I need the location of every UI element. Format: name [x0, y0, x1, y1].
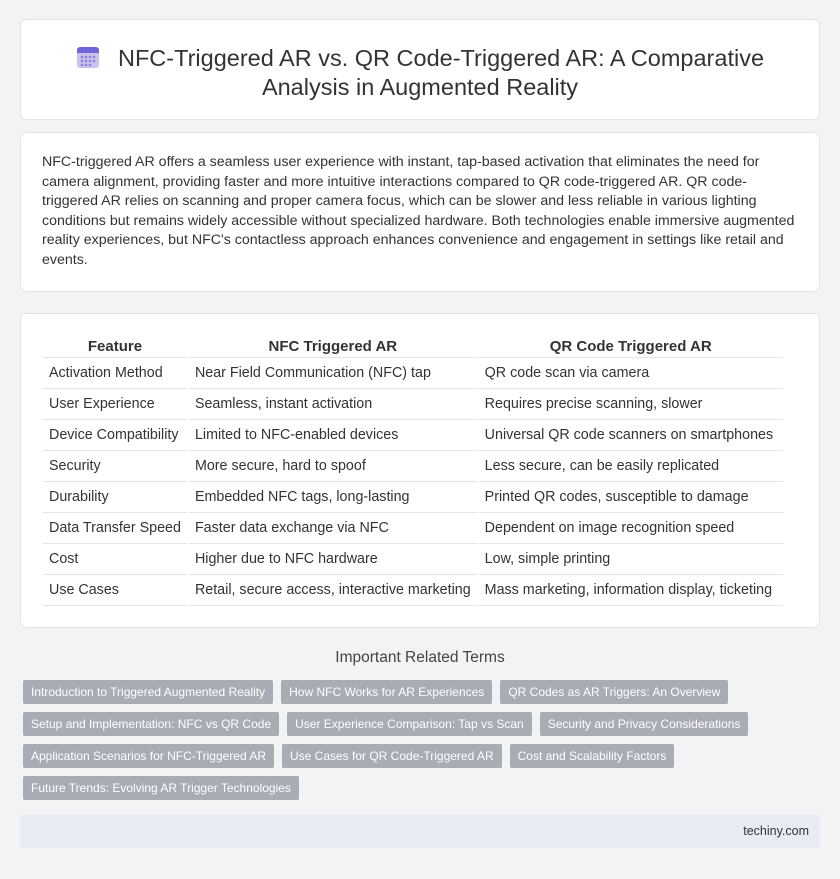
- table-cell: Printed QR codes, susceptible to damage: [479, 482, 783, 513]
- related-term-tag[interactable]: Setup and Implementation: NFC vs QR Code: [23, 712, 279, 736]
- table-cell: Cost: [43, 544, 187, 575]
- table-cell: Limited to NFC-enabled devices: [189, 420, 477, 451]
- title-line-2: Analysis in Augmented Reality: [261, 74, 579, 100]
- related-term-tag[interactable]: Application Scenarios for NFC-Triggered AR: [23, 744, 274, 768]
- tag-row: [23, 712, 823, 736]
- table-cell: User Experience: [43, 389, 187, 420]
- related-term-tag[interactable]: Introduction to Triggered Augmented Reality: [23, 680, 273, 704]
- column-header: Feature: [43, 330, 187, 358]
- related-term-tag[interactable]: Security and Privacy Considerations: [540, 712, 749, 736]
- table-cell: Use Cases: [43, 575, 187, 606]
- table-row: [43, 544, 783, 575]
- related-terms-heading: Important Related Terms: [335, 649, 505, 666]
- table-cell: Dependent on image recognition speed: [479, 513, 783, 544]
- summary-card: [20, 132, 820, 292]
- calendar-grid-icon: [76, 45, 100, 69]
- related-terms-tags: [23, 680, 823, 808]
- page-title: [21, 44, 819, 102]
- related-term-tag[interactable]: QR Codes as AR Triggers: An Overview: [500, 680, 728, 704]
- table-row: [43, 420, 783, 451]
- table-row: [43, 513, 783, 544]
- table-cell: Seamless, instant activation: [189, 389, 477, 420]
- related-term-tag[interactable]: Future Trends: Evolving AR Trigger Technologies: [23, 776, 299, 800]
- table-cell: Device Compatibility: [43, 420, 187, 451]
- table-cell: Less secure, can be easily replicated: [479, 451, 783, 482]
- table-cell: Embedded NFC tags, long-lasting: [189, 482, 477, 513]
- table-cell: Requires precise scanning, slower: [479, 389, 783, 420]
- table-row: [43, 389, 783, 420]
- title-line-1: NFC-Triggered AR vs. QR Code-Triggered AR: A Comparative: [117, 45, 765, 71]
- table-cell: Security: [43, 451, 187, 482]
- table-cell: Durability: [43, 482, 187, 513]
- summary-paragraph: NFC-triggered AR offers a seamless user experience with instant, tap-based activation that eliminates the need for camera alignment, providing faster and more intuitive interactions compared to QR code-triggered AR. QR code-triggered AR relies on scanning and proper camera focus, which can be slower and less reliable in various lighting conditions but remains widely accessible without specialized hardware. Both technologies enable immersive augmented reality experiences, but NFC's contactless approach enhances convenience and engagement in settings like retail and events.: [42, 154, 795, 268]
- table-cell: Low, simple printing: [479, 544, 783, 575]
- related-term-tag[interactable]: Cost and Scalability Factors: [510, 744, 675, 768]
- table-cell: Universal QR code scanners on smartphones: [479, 420, 783, 451]
- footer-site-link[interactable]: techiny.com: [743, 824, 809, 838]
- table-cell: Data Transfer Speed: [43, 513, 187, 544]
- related-term-tag[interactable]: User Experience Comparison: Tap vs Scan: [287, 712, 532, 736]
- table-header-row: [43, 330, 783, 358]
- table-cell: QR code scan via camera: [479, 358, 783, 389]
- table-cell: More secure, hard to spoof: [189, 451, 477, 482]
- tag-row: [23, 680, 823, 704]
- column-header: NFC Triggered AR: [189, 330, 477, 358]
- table-cell: Activation Method: [43, 358, 187, 389]
- table-row: [43, 358, 783, 389]
- table-cell: Faster data exchange via NFC: [189, 513, 477, 544]
- header-card: [20, 19, 820, 120]
- tag-row: [23, 744, 823, 768]
- table-cell: Higher due to NFC hardware: [189, 544, 477, 575]
- comparison-table: [41, 330, 785, 606]
- tag-row: [23, 776, 823, 800]
- column-header: QR Code Triggered AR: [479, 330, 783, 358]
- related-term-tag[interactable]: How NFC Works for AR Experiences: [281, 680, 492, 704]
- table-cell: Mass marketing, information display, ticketing: [479, 575, 783, 606]
- table-cell: Retail, secure access, interactive marketing: [189, 575, 477, 606]
- comparison-table-card: [20, 313, 820, 628]
- related-term-tag[interactable]: Use Cases for QR Code-Triggered AR: [282, 744, 502, 768]
- table-cell: Near Field Communication (NFC) tap: [189, 358, 477, 389]
- table-row: [43, 482, 783, 513]
- table-row: [43, 575, 783, 606]
- table-row: [43, 451, 783, 482]
- footer: [20, 815, 820, 848]
